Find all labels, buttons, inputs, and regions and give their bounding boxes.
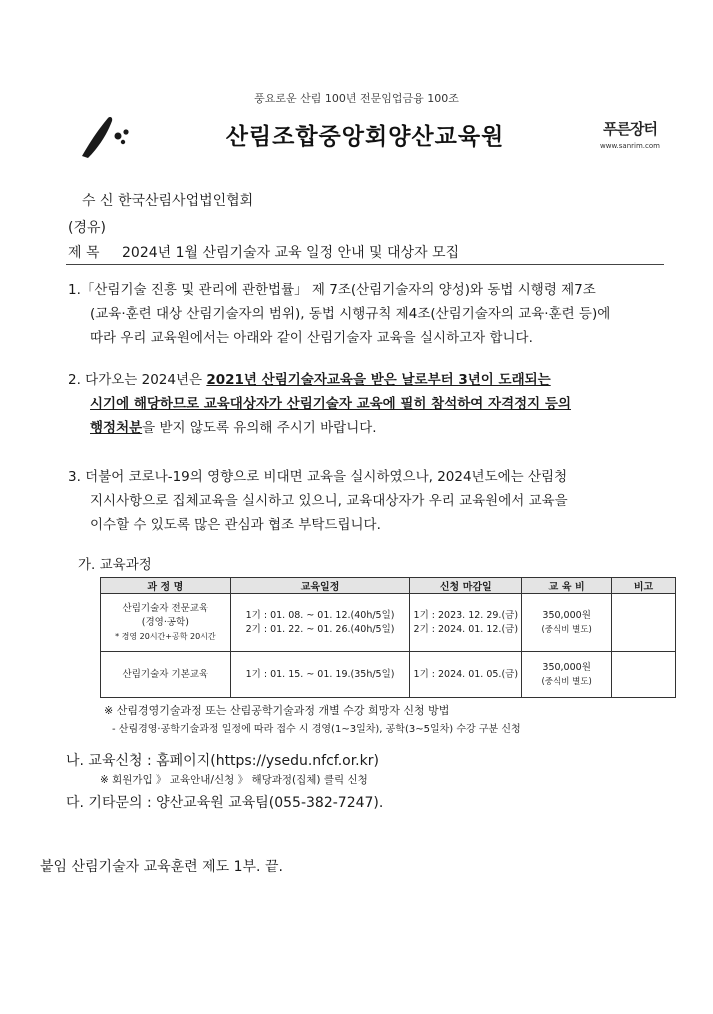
p1-line-2: (교육·훈련 대상 산림기술자의 범위), 동법 시행규칙 제4조(산림기술자의 교육·훈련 등)에	[90, 306, 611, 322]
course-table	[100, 577, 676, 698]
section-c-contact: 다. 기타문의 : 양산교육원 교육팀(055-382-7247).	[66, 795, 384, 811]
paragraph-2	[68, 368, 664, 440]
course-name: 산림기술자 기본교육	[122, 668, 209, 680]
section-b-note: ※ 회원가입 》 교육안내/신청 》 해당과정(집체) 클릭 신청	[100, 774, 368, 786]
table-header: 비고	[612, 578, 676, 594]
schedule-1: 1기 : 01. 15. ~ 01. 19.(35h/5일)	[245, 668, 395, 680]
schedule-2: 2기 : 01. 22. ~ 01. 26.(40h/5일)	[245, 623, 395, 635]
slogan: 풍요로운 산림 100년 전문임업금융 100조	[254, 92, 459, 105]
fee-cell	[522, 594, 612, 652]
course-name-sub: (경영·공학)	[141, 616, 189, 628]
section-a-title: 가. 교육과정	[78, 557, 152, 573]
table-row	[101, 652, 676, 698]
deadline-cell	[410, 652, 522, 698]
table-note-2: - 산림경영·공학기술과정 일정에 따라 접수 시 경영(1~3일차), 공학(3~5일차) 수강 구분 신청	[112, 724, 521, 735]
deadline-cell	[410, 594, 522, 652]
brand-url: www.sanrim.com	[600, 142, 660, 150]
remark-cell	[612, 652, 676, 698]
p2-line-2-underlined: 시기에 해당하므로 교육대상자가 산림기술자 교육에 필히 참석하여 자격정지 등의	[90, 396, 571, 412]
deadline-1: 1기 : 2024. 01. 05.(금)	[413, 668, 519, 680]
brand-name: 푸른장터	[603, 120, 657, 138]
p3-line-2: 지시사항으로 집체교육을 실시하고 있으니, 교육대상자가 우리 교육원에서 교육을	[90, 493, 568, 509]
course-name: 산림기술자 전문교육	[122, 602, 209, 614]
fee-note: (중식비 별도)	[541, 624, 592, 635]
schedule-cell	[230, 652, 410, 698]
paragraph-3	[68, 465, 664, 537]
attachment-line: 붙임 산림기술자 교육훈련 제도 1부. 끝.	[40, 859, 283, 875]
schedule-cell	[230, 594, 410, 652]
p2-line-1-start: 2. 다가오는 2024년은	[68, 372, 207, 388]
p2-line-3-underlined: 행정처분	[90, 420, 143, 436]
deadline-2: 2기 : 2024. 01. 12.(금)	[413, 623, 519, 635]
deadline-1: 1기 : 2023. 12. 29.(금)	[413, 609, 519, 621]
schedule-1: 1기 : 01. 08. ~ 01. 12.(40h/5일)	[245, 609, 395, 621]
p2-line-1-underlined: 2021년 산림기술자교육을 받은 날로부터 3년이 도래되는	[206, 372, 551, 388]
table-header-row	[101, 578, 676, 594]
recipient: 수 신 한국산림사업법인협회	[82, 193, 254, 209]
subject-text: 2024년 1월 산림기술자 교육 일정 안내 및 대상자 모집	[122, 245, 460, 261]
paragraph-1	[68, 278, 664, 350]
brand-logo	[588, 118, 672, 150]
p3-line-3: 이수할 수 있도록 많은 관심과 협조 부탁드립니다.	[90, 517, 381, 533]
fee-note: (중식비 별도)	[541, 676, 592, 687]
course-name-cell	[101, 594, 231, 652]
fee: 350,000원	[542, 609, 591, 621]
p1-line-1: 1.「산림기술 진흥 및 관리에 관한법률」 제 7조(산림기술자의 양성)와 동법 시행령 제7조	[68, 282, 596, 298]
via: (경유)	[68, 220, 106, 236]
fee-cell	[522, 652, 612, 698]
forest-logo-icon	[78, 112, 148, 160]
table-header: 과 정 명	[101, 578, 231, 594]
p3-line-1: 3. 더불어 코로나-19의 영향으로 비대면 교육을 실시하였으나, 2024년도에는 산림청	[68, 469, 568, 485]
org-name: 산림조합중앙회양산교육원	[225, 124, 505, 150]
p2-line-3-end: 을 받지 않도록 유의해 주시기 바랍니다.	[142, 420, 377, 436]
section-b-application: 나. 교육신청 : 홈페이지(https://ysedu.nfcf.or.kr)	[66, 753, 379, 769]
table-header: 신청 마감일	[410, 578, 522, 594]
course-name-note: * 경영 20시간+공학 20시간	[115, 631, 216, 641]
table-header: 교 육 비	[522, 578, 612, 594]
table-row	[101, 594, 676, 652]
subject-label: 제 목	[68, 245, 100, 261]
table-header: 교육일정	[230, 578, 410, 594]
p1-line-3: 따라 우리 교육원에서는 아래와 같이 산림기술자 교육을 실시하고자 합니다.	[90, 330, 533, 346]
course-name-cell	[101, 652, 231, 698]
fee: 350,000원	[542, 661, 591, 673]
subject-row	[66, 240, 664, 265]
remark-cell	[612, 594, 676, 652]
table-note-1: ※ 산림경영기술과정 또는 산림공학기술과정 개별 수강 희망자 신청 방법	[104, 704, 450, 717]
